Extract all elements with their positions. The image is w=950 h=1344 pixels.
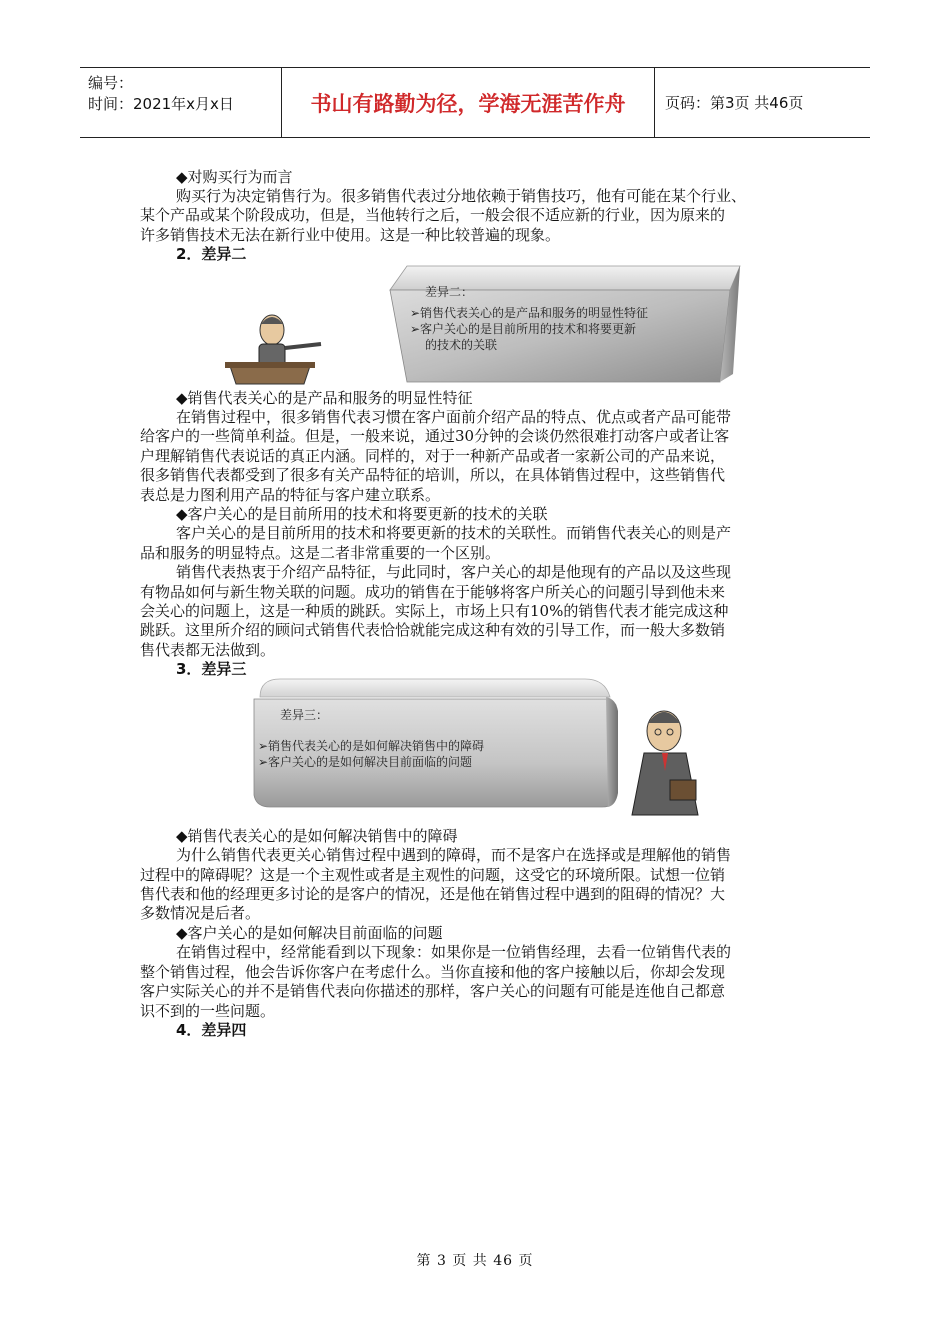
presenter-figure-icon	[225, 315, 321, 384]
paragraph-line: 在销售过程中，经常能看到以下现象：如果你是一位销售经理，去看一位销售代表的	[176, 943, 732, 961]
header-page-info: 页码：第3页 共46页	[665, 94, 804, 112]
bullet-rep-obstacles: ◆销售代表关心的是如何解决销售中的障碍	[176, 827, 458, 845]
heading-difference-2: 2．差异二	[176, 245, 247, 263]
paragraph-line: 有物品如何与新生物关联的问题。成功的销售在于能够将客户所关心的问题引导到他未来	[140, 583, 726, 601]
paragraph-line: 某个产品或某个阶段成功，但是，当他转行之后，一般会很不适应新的行业，因为原来的	[140, 206, 726, 224]
bullet-rep-features: ◆销售代表关心的是产品和服务的明显性特征	[176, 389, 473, 407]
bullet-customer-tech: ◆客户关心的是目前所用的技术和将要更新的技术的关联	[176, 505, 548, 523]
bullet-purchase-behavior: ◆对购买行为而言	[176, 168, 293, 186]
box-line-1: ➢销售代表关心的是如何解决销售中的障碍	[258, 739, 485, 753]
header-meta	[80, 68, 282, 137]
paragraph-line: 过程中的障碍呢？这是一个主观性或者是主观性的问题，这受它的环境所限。试想一位销	[140, 866, 726, 884]
paragraph-line: 售代表都无法做到。	[140, 641, 276, 659]
paragraph-line: 很多销售代表都受到了很多有关产品特征的培训，所以，在具体销售过程中，这些销售代	[140, 466, 726, 484]
paragraph-line: 售代表和他的经理更多讨论的是客户的情况，还是他在销售过程中遇到的阻碍的情况？大	[140, 885, 726, 903]
paragraph-line: 跳跃。这里所介绍的顾问式销售代表恰恰就能完成这种有效的引导工作，而一般大多数销	[140, 621, 726, 639]
paragraph-line: 销售代表热衷于介绍产品特征，与此同时，客户关心的却是他现有的产品以及这些现	[176, 563, 732, 581]
paragraph-line: 整个销售过程，他会告诉你客户在考虑什么。当你直接和他的客户接触以后，你却会发现	[140, 963, 726, 981]
document-number: 编号：	[88, 74, 134, 92]
heading-difference-3: 3．差异三	[176, 660, 247, 678]
paragraph-line: 为什么销售代表更关心销售过程中遇到的障碍，而不是客户在选择或是理解他的销售	[176, 846, 732, 864]
paragraph-line: 客户实际关心的并不是销售代表向你描述的那样，客户关心的问题有可能是连他自己都意	[140, 982, 726, 1000]
box-line-3: 的技术的关联	[425, 338, 498, 352]
paragraph-line: 会关心的问题上，这是一种质的跳跃。实际上，市场上只有10%的销售代表才能完成这种	[140, 602, 729, 620]
document-date: 时间：2021年x月x日	[88, 95, 234, 113]
paragraph-line: 户理解销售代表说话的真正内涵。同样的，对于一种新产品或者一家新公司的产品来说，	[140, 447, 726, 465]
paragraph-line: 许多销售技术无法在新行业中使用。这是一种比较普遍的现象。	[140, 226, 561, 244]
heading-difference-4: 4．差异四	[176, 1021, 247, 1039]
figure-difference-3	[250, 675, 730, 823]
page-header	[80, 67, 870, 138]
paragraph-line: 识不到的一些问题。	[140, 1002, 276, 1020]
page-footer: 第 3 页 共 46 页	[416, 1253, 534, 1269]
box-line-1: ➢销售代表关心的是产品和服务的明显性特征	[410, 306, 649, 320]
box-title: 差异二：	[425, 285, 474, 299]
box-title: 差异三：	[280, 708, 329, 722]
bullet-customer-problems: ◆客户关心的是如何解决目前面临的问题	[176, 924, 443, 942]
paragraph-line: 多数情况是后者。	[140, 904, 261, 922]
paragraph-line: 给客户的一些简单利益。但是，一般来说，通过30分钟的会谈仍然很难打动客户或者让客	[140, 427, 730, 445]
box-line-2: ➢客户关心的是如何解决目前面临的问题	[258, 755, 473, 769]
paragraph-line: 在销售过程中，很多销售代表习惯在客户面前介绍产品的特点、优点或者产品可能带	[176, 408, 732, 426]
paragraph-line: 表总是力图利用产品的特征与客户建立联系。	[140, 486, 441, 504]
header-motto: 书山有路勤为径，学海无涯苦作舟	[282, 68, 655, 137]
businessman-figure-icon	[632, 711, 698, 815]
paragraph-line: 购买行为决定销售行为。很多销售代表过分地依赖于销售技巧，他有可能在某个行业、	[176, 187, 747, 205]
box-line-2: ➢客户关心的是目前所用的技术和将要更新	[410, 322, 637, 336]
paragraph-line: 客户关心的是目前所用的技术和将要更新的技术的关联性。而销售代表关心的则是产	[176, 524, 732, 542]
figure-difference-2	[225, 262, 765, 387]
paragraph-line: 品和服务的明显特点。这是二者非常重要的一个区别。	[140, 544, 501, 562]
